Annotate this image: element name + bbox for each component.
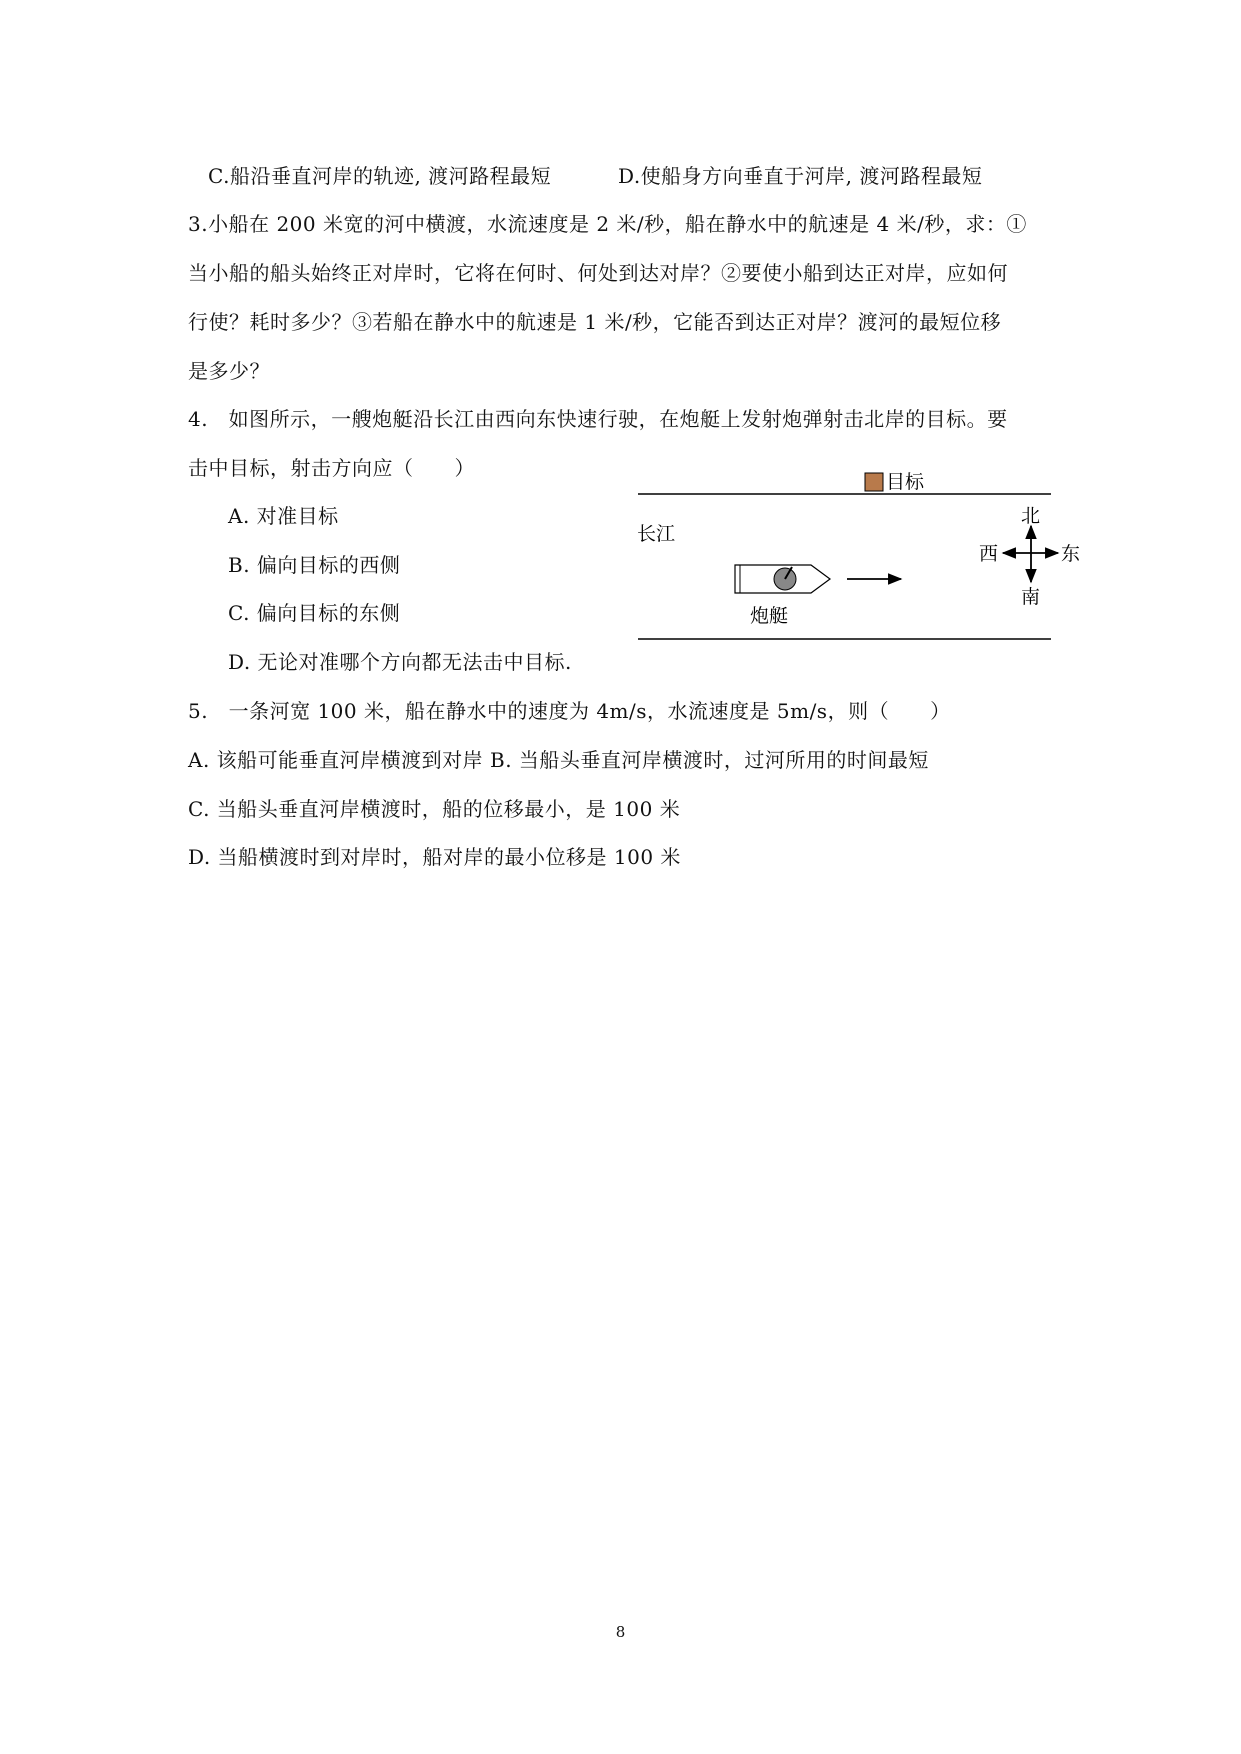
- river-label: 长江: [637, 523, 676, 545]
- north-label: 北: [1021, 505, 1041, 527]
- q2-option-d: D.使船身方向垂直于河岸, 渡河路程最短: [618, 164, 983, 188]
- q4-line-1: 4. 如图所示，一艘炮艇沿长江由西向东快速行驶，在炮艇上发射炮弹射击北岸的目标。要: [188, 407, 1008, 431]
- river-figure: [633, 455, 1103, 660]
- q4-option-d: D. 无论对准哪个方向都无法击中目标.: [228, 650, 572, 674]
- q3-line-4: 是多少？: [188, 359, 270, 383]
- q5-option-a-b: A. 该船可能垂直河岸横渡到对岸 B. 当船头垂直河岸横渡时，过河所用的时间最短: [188, 748, 929, 772]
- target-square: [865, 473, 883, 491]
- q4-line-2: 击中目标，射击方向应（ ）: [188, 456, 475, 480]
- q3-line-2: 当小船的船头始终正对岸时，它将在何时、何处到达对岸？②要使小船到达正对岸，应如何: [188, 261, 1008, 285]
- q3-line-1: 3.小船在 200 米宽的河中横渡，水流速度是 2 米/秒，船在静水中的航速是 4 米/秒，求：①: [188, 212, 1027, 236]
- q4-option-a: A. 对准目标: [228, 504, 339, 528]
- south-label: 南: [1021, 586, 1041, 608]
- target-label: 目标: [886, 471, 925, 493]
- q5-option-c: C. 当船头垂直河岸横渡时，船的位移最小，是 100 米: [188, 797, 681, 821]
- q4-option-c: C. 偏向目标的东侧: [228, 601, 401, 625]
- gunboat: [735, 565, 830, 593]
- q3-line-3: 行使？耗时多少？③若船在静水中的航速是 1 米/秒，它能否到达正对岸？渡河的最短位移: [188, 310, 1002, 334]
- page-number: 8: [615, 1623, 626, 1641]
- q5-stem: 5. 一条河宽 100 米，船在静水中的速度为 4m/s，水流速度是 5m/s，则（ ）: [188, 699, 951, 723]
- boat-label: 炮艇: [750, 605, 789, 627]
- west-label: 西: [979, 543, 999, 565]
- q5-option-d: D. 当船横渡时到对岸时，船对岸的最小位移是 100 米: [188, 845, 681, 869]
- q2-option-c: C.船沿垂直河岸的轨迹, 渡河路程最短: [208, 164, 552, 188]
- east-label: 东: [1061, 543, 1081, 565]
- q4-option-b: B. 偏向目标的西侧: [228, 553, 401, 577]
